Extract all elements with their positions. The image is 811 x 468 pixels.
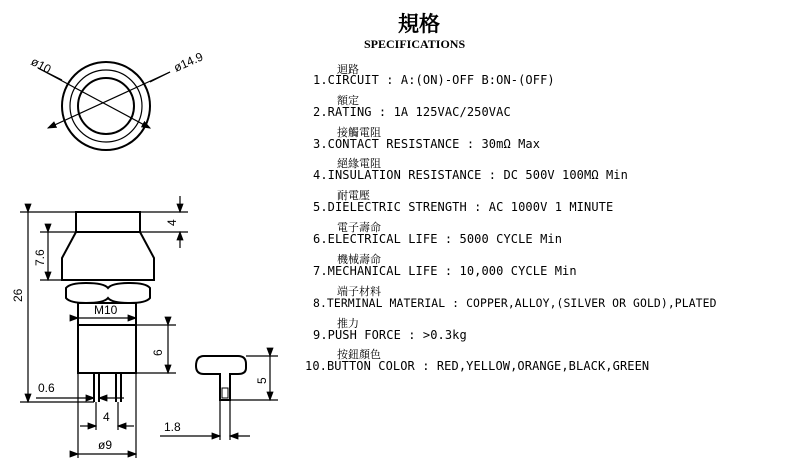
label-h26: 26 (11, 288, 25, 302)
label-h7-6: 7.6 (33, 249, 47, 266)
spec-6-cn: 電子壽命 (337, 221, 381, 234)
title-chinese: 規格 (398, 11, 440, 36)
spec-8-cn: 端子材料 (337, 285, 381, 298)
spec-4-cn: 絕緣電阻 (337, 157, 381, 170)
spec-2-cn: 額定 (337, 94, 359, 107)
label-h4: 4 (165, 219, 179, 226)
spec-4-en: 4.INSULATION RESISTANCE : DC 500V 100MΩ Min (313, 168, 628, 182)
spec-3-en: 3.CONTACT RESISTANCE : 30mΩ Max (313, 137, 541, 151)
spec-7-cn: 機械壽命 (337, 253, 381, 266)
label-w1-8: 1.8 (164, 420, 181, 434)
label-w0-6: 0.6 (38, 381, 55, 395)
spec-9-cn: 推力 (337, 317, 359, 330)
spec-10-cn: 按鈕顏色 (337, 348, 381, 361)
label-w4: 4 (103, 410, 110, 424)
top-view-diagram (38, 62, 170, 150)
spec-1-en: 1.CIRCUIT : A:(ON)-OFF B:ON-(OFF) (313, 73, 555, 87)
label-d10: ø10 (28, 54, 54, 77)
spec-8-en: 8.TERMINAL MATERIAL : COPPER,ALLOY,(SILVER OR GOLD),PLATED (313, 296, 717, 310)
spec-1-cn: 迴路 (337, 63, 359, 76)
terminal-detail-diagram (196, 356, 246, 400)
label-d9: ø9 (98, 438, 113, 452)
spec-7-en: 7.MECHANICAL LIFE : 10,000 CYCLE Min (313, 264, 577, 278)
spec-10-en: 10.BUTTON COLOR : RED,YELLOW,ORANGE,BLACK,GREEN (305, 359, 650, 373)
label-h6: 6 (151, 349, 165, 356)
spec-3-cn: 接觸電阻 (337, 126, 381, 139)
label-d14-9: ø14.9 (171, 49, 206, 75)
label-thread: M10 (94, 303, 118, 317)
spec-9-en: 9.PUSH FORCE : >0.3kg (313, 328, 467, 342)
title-english: SPECIFICATIONS (364, 37, 466, 51)
label-h5: 5 (255, 377, 269, 384)
spec-6-en: 6.ELECTRICAL LIFE : 5000 CYCLE Min (313, 232, 563, 246)
spec-5-cn: 耐電壓 (337, 189, 370, 202)
spec-5-en: 5.DIELECTRIC STRENGTH : AC 1000V 1 MINUTE (313, 200, 614, 214)
spec-2-en: 2.RATING : 1A 125VAC/250VAC (313, 105, 511, 119)
